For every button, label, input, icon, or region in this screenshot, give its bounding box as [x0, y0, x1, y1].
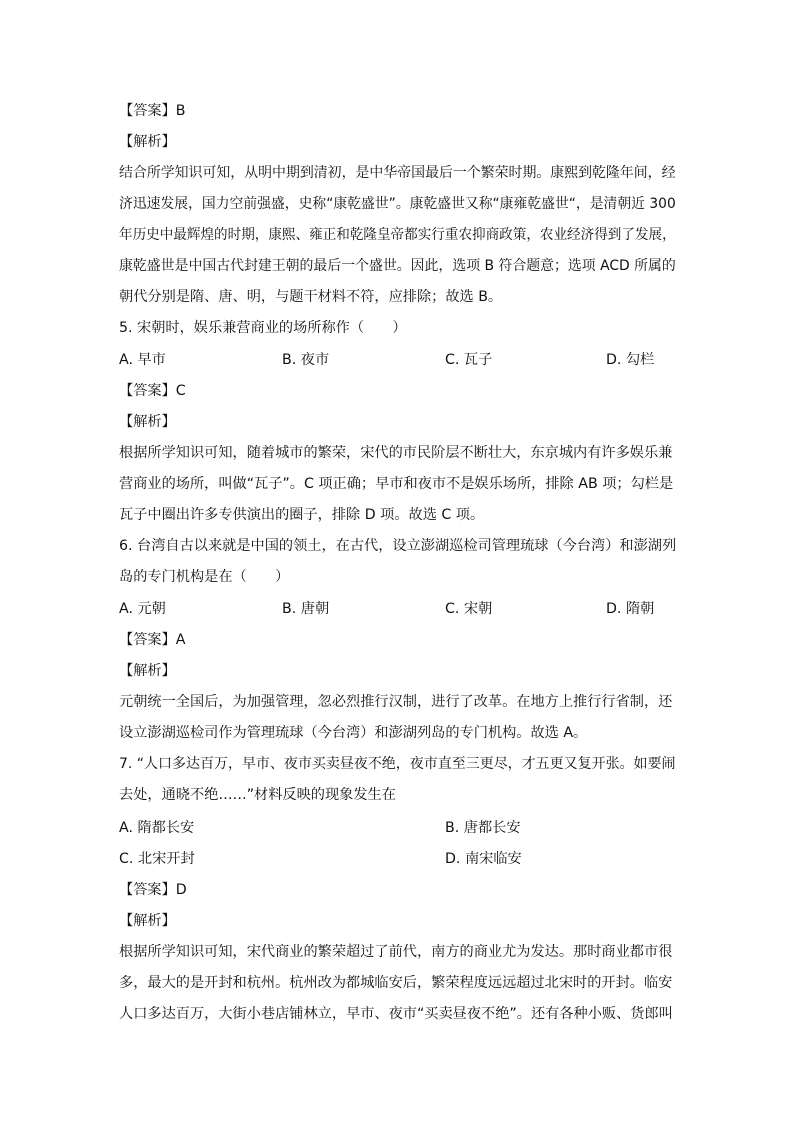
q7-stem-line: 7. “人口多达百万，早市、夜市买卖昼夜不绝，夜市直至三更尽，才五更又复开张。如要闹 — [119, 756, 676, 772]
q7-analysis-line: 人口多达百万，大街小巷店铺林立，早市、夜市“买卖昼夜不绝”。还有各种小贩、货郎叫 — [119, 1006, 673, 1022]
q7-analysis-line: 根据所学知识可知，宋代商业的繁荣超过了前代，南方的商业尤为发达。那时商业都市很 — [119, 944, 673, 960]
q4-analysis-line: 济迅速发展，国力空前强盛，史称“康乾盛世”。康乾盛世又称“康雍乾盛世“，是清朝近 300 — [119, 196, 676, 212]
q4-analysis-line: 朝代分别是隋、唐、明，与题干材料不符，应排除；故选 B。 — [119, 289, 503, 305]
q5-option-d: D. 勾栏 — [606, 352, 655, 368]
q6-option-a: A. 元朝 — [119, 601, 166, 617]
q6-analysis-line: 设立澎湖巡检司作为管理琉球（今台湾）和澎湖列岛的专门机构。故选 A。 — [119, 725, 588, 741]
q4-answer: 【答案】B — [119, 103, 186, 119]
q7-option-d: D. 南宋临安 — [445, 851, 522, 867]
q5-option-b: B. 夜市 — [282, 352, 330, 368]
q6-analysis-label: 【解析】 — [119, 663, 176, 679]
q7-analysis-label: 【解析】 — [119, 913, 176, 929]
q5-stem: 5. 宋朝时，娱乐兼营商业的场所称作（ ） — [119, 320, 407, 336]
q7-option-a: A. 隋都长安 — [119, 820, 195, 836]
q7-stem-line: 去处，通晓不绝……”材料反映的现象发生在 — [119, 787, 396, 803]
q6-option-b: B. 唐朝 — [282, 601, 330, 617]
q6-stem-line: 6. 台湾自古以来就是中国的领土，在古代，设立澎湖巡检司管理琉球（今台湾）和澎湖列 — [119, 538, 677, 554]
q6-analysis-line: 元朝统一全国后，为加强管理，忽必烈推行汉制，进行了改革。在地方上推行行省制，还 — [119, 694, 673, 710]
q4-analysis-line: 结合所学知识可知，从明中期到清初，是中华帝国最后一个繁荣时期。康熙到乾隆年间，经 — [119, 165, 676, 181]
q6-stem-line: 岛的专门机构是在（ ） — [119, 569, 290, 585]
q4-analysis-line: 年历史中最辉煌的时期，康熙、雍正和乾隆皇帝都实行重农抑商政策，农业经济得到了发展， — [119, 227, 676, 243]
q5-analysis-label: 【解析】 — [119, 414, 176, 430]
q6-answer: 【答案】A — [119, 632, 186, 648]
q6-option-c: C. 宋朝 — [445, 601, 493, 617]
q7-analysis-line: 多，最大的是开封和杭州。杭州改为都城临安后，繁荣程度远远超过北宋时的开封。临安 — [119, 975, 673, 991]
q5-answer: 【答案】C — [119, 383, 186, 399]
q4-analysis-label: 【解析】 — [119, 134, 176, 150]
q6-option-d: D. 隋朝 — [606, 601, 655, 617]
q7-answer: 【答案】D — [119, 882, 187, 898]
q5-analysis-line: 营商业的场所，叫做“瓦子”。C 项正确；早市和夜市不是娱乐场所，排除 AB 项；勾栏是 — [119, 476, 674, 492]
q5-option-c: C. 瓦子 — [445, 352, 493, 368]
q7-option-c: C. 北宋开封 — [119, 851, 195, 867]
q5-analysis-line: 根据所学知识可知，随着城市的繁荣，宋代的市民阶层不断壮大，东京城内有许多娱乐兼 — [119, 445, 673, 461]
q7-option-b: B. 唐都长安 — [445, 820, 521, 836]
q5-analysis-line: 瓦子中圈出许多专供演出的圈子，排除 D 项。故选 C 项。 — [119, 507, 485, 523]
q4-analysis-line: 康乾盛世是中国古代封建王朝的最后一个盛世。因此，选项 B 符合题意；选项 ACD 所属的 — [119, 258, 676, 274]
q5-option-a: A. 早市 — [119, 352, 166, 368]
